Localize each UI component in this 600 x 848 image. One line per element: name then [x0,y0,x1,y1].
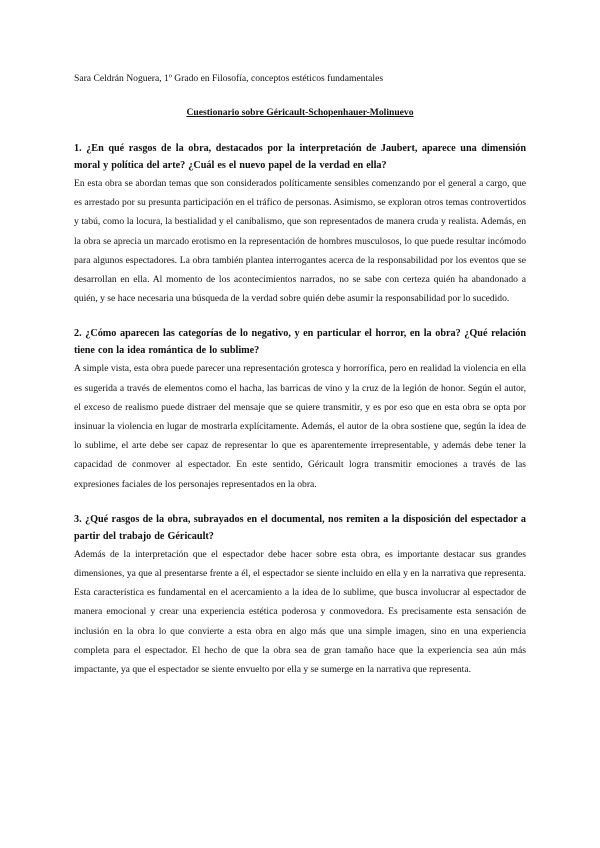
question-2: 2. ¿Cómo aparecen las categorías de lo negativo, y en particular el horror, en la obra? ¿Qué relación tiene con la idea romántica de lo sublime? [74,328,526,357]
answer-3: Además de la interpretación que el espectador debe hacer sobre esta obra, es importante destacar sus grandes dimensiones, ya que al presentarse frente a él, el espectador se siente incluido en ella y en la narrativa que representa. Esta característica es fundamental en el acercamiento a la idea de lo sublime, que busca involucrar al espectador de manera emocional y crear una experiencia estética poderosa y conmovedora. Es precisamente esta sensación de inclusión en la obra lo que convierte a esta obra en algo más que una simple imagen, sino en una experiencia completa para el espectador. El hecho de que la obra sea de gran tamaño hace que la experiencia sea aún más impactante, ya que el espectador se siente envuelto por ella y se sumerge en la narrativa que representa. [74,548,526,676]
document-title: Cuestionario sobre Géricault-Schopenhauer-Molinuevo [186,107,414,118]
question-section-2 [74,325,526,493]
answer-1: En esta obra se abordan temas que son considerados políticamente sensibles comenzando por el general a cargo, que es arrestado por su presunta participación en el tráfico de personas. Asimismo, se exploran otros temas controvertidos y tabú, como la locura, la bestialidad y el canibalismo, que son representados de manera cruda y realista. Además, en la obra se aprecia un marcado erotismo en la representación de hombres musculosos, lo que puede resultar incómodo para algunos espectadores. La obra también plantea interrogantes acerca de la responsabilidad por los eventos que se desarrollan en ella. Al momento de los acontecimientos narrados, no se sabe con certeza quién ha abandonado a quién, y se hace necesaria una búsqueda de la verdad sobre quién debe asumir la responsabilidad por lo sucedido. [74,178,526,305]
document-page [74,72,526,696]
answer-2: A simple vista, esta obra puede parecer una representación grotesca y horrorífica, pero en realidad la violencia en ella es sugerida a través de elementos como el hacha, las barricas de vino y la cruz de la legión de honor. Según el autor, el exceso de realismo puede distraer del mensaje que se quiere transmitir, y es por eso que en esta obra se opta por insinuar la violencia en lugar de mostrarla explícitamente. Además, el autor de la obra sostiene que, según la idea de lo sublime, el arte debe ser capaz de representar lo que es aparentemente irrepresentable, y además debe tener la capacidad de conmover al espectador. En este sentido, Géricault logra transmitir emociones a través de las expresiones faciales de los personajes representados en la obra. [74,363,526,490]
question-1: 1. ¿En qué rasgos de la obra, destacados por la interpretación de Jaubert, aparece una dimensión moral y política del arte? ¿Cuál es el nuevo papel de la verdad en ella? [74,143,526,171]
author-header: Sara Celdrán Noguera, 1º Grado en Filosofía, conceptos estéticos fundamentales [74,73,384,84]
question-3: 3. ¿Qué rasgos de la obra, subrayados en el documental, nos remiten a la disposición del espectador a partir del trabajo de Géricault? [74,513,526,542]
question-section-1 [74,140,526,308]
question-section-3 [74,511,526,679]
